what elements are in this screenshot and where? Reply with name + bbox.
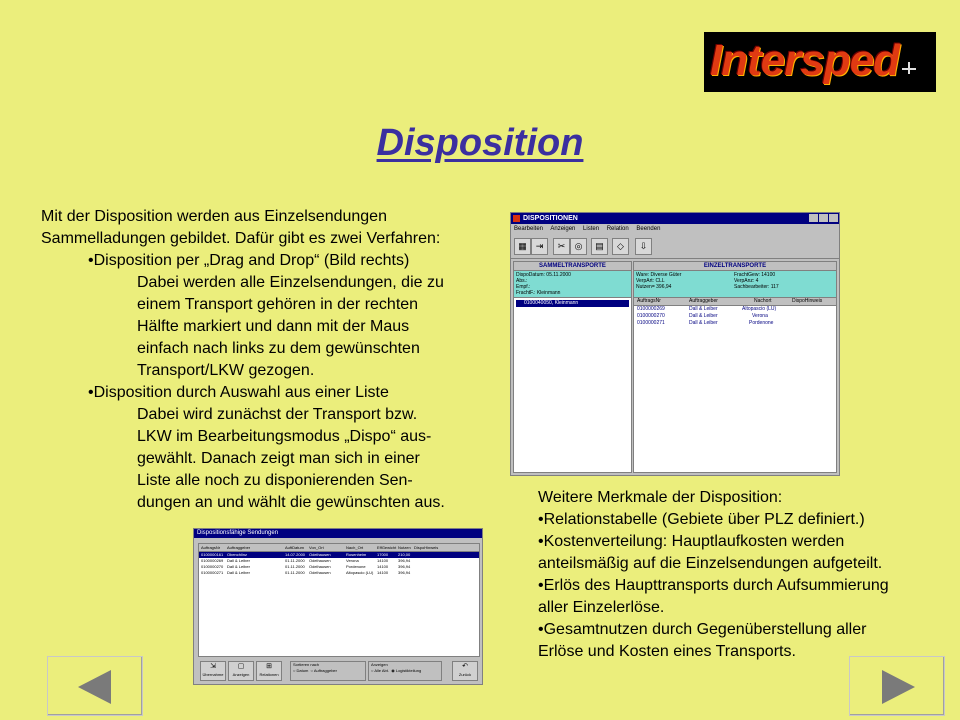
features-text: [538, 487, 958, 663]
column-header: Von_Ort: [309, 545, 324, 550]
cell: 14100: [377, 570, 389, 575]
selected-transport: 0100040050, Kleinmann: [516, 300, 629, 307]
app-icon: [513, 215, 520, 222]
next-slide-button[interactable]: [849, 656, 945, 716]
intersped-logo: [704, 32, 936, 92]
text-line: dungen an und wählt die gewünschten aus.: [137, 494, 445, 511]
cell: 01.11.2000: [285, 570, 305, 575]
info-line: Sachbearbeiter: 117: [734, 284, 779, 290]
text-line: Liste alle noch zu disponierenden Sen-: [137, 472, 413, 489]
info-line: Nutzen= 396,94: [636, 284, 672, 290]
text-line: Dabei wird zunächst der Transport bzw.: [137, 406, 418, 423]
feature-line: anteilsmäßig auf die Einzelsendungen aufgeteilt.: [538, 555, 883, 572]
cell: Dall & Leiber: [689, 313, 718, 319]
radio-option: ○ Auftraggeber: [309, 668, 337, 673]
text-line: einfach nach links zu dem gewünschten: [137, 340, 420, 357]
view-icon: ▢: [237, 663, 245, 670]
column-header: AuftDatum: [285, 545, 304, 550]
radio-option: ○ Datum: [293, 668, 309, 673]
feature-line: Erlöse und Kosten eines Transports.: [538, 643, 796, 660]
cell: Pordenone: [749, 320, 774, 326]
anzeigen-button: [228, 661, 254, 681]
button-label: Anzeigen: [232, 672, 250, 677]
show-group: [368, 661, 442, 681]
triangle-right-icon: [882, 670, 915, 704]
sort-group: [290, 661, 366, 681]
cell: 0100000269: [201, 558, 224, 563]
relations-icon: ⊞: [266, 663, 272, 670]
button-label: Relationen: [259, 672, 279, 677]
cell: Dall & Leiber: [689, 320, 718, 326]
intro-line-1: Mit der Disposition werden aus Einzelsendungen: [41, 208, 387, 225]
cell: Altopascio (LU): [742, 306, 777, 312]
window-controls: [808, 214, 838, 226]
column-header: Auftraggeber: [227, 545, 251, 550]
column-header: EffGewicht: [377, 545, 397, 550]
table-row: [634, 313, 836, 320]
toolbar-binoculars-icon: ◎: [570, 238, 587, 255]
column-header: DispoHinweis: [414, 545, 439, 550]
button-label: Zurück: [458, 672, 472, 677]
intro-line-2: Sammelladungen gebildet. Dafür gibt es zwei Verfahren:: [41, 230, 441, 247]
pane-info: [514, 271, 631, 298]
radio-option: ◉ Logistikteilung: [390, 668, 422, 673]
column-header: AuftragsNr: [201, 545, 221, 550]
back-icon: ↶: [462, 663, 468, 670]
uebernahme-button: [200, 661, 226, 681]
cell: Altopascio (LU): [346, 570, 374, 575]
dialog-footer: [198, 659, 478, 681]
cell: Verona: [346, 558, 359, 563]
cell: Dall & Leiber: [227, 564, 250, 569]
toolbar-eraser-icon: ◇: [612, 238, 629, 255]
toolbar-import-icon: ⇥: [531, 238, 548, 255]
group-label: Anzeigen: [371, 662, 388, 667]
einzeltransporte-pane: [633, 261, 837, 473]
cell: 0100000269: [637, 306, 665, 312]
text-line: einem Transport gehören in der rechten: [137, 296, 419, 313]
shipment-list: [198, 543, 480, 657]
radio-option: ○ Alle Abt.: [371, 668, 389, 673]
column-header: Nachort: [754, 298, 772, 304]
bullet-drag-drop: •Disposition per „Drag and Drop“ (Bild rechts): [88, 252, 410, 269]
info-line: FrachtGew: 14100: [734, 272, 776, 278]
cell: 0100000270: [201, 564, 224, 569]
previous-slide-button[interactable]: [47, 656, 143, 716]
pane-header: EINZELTRANSPORTE: [634, 262, 836, 271]
cell: 210,00: [398, 552, 411, 557]
column-header: Nach_Ort: [346, 545, 364, 550]
cell: 01.11.2000: [285, 558, 305, 563]
toolbar-exit-icon: ⇩: [635, 238, 652, 255]
list-row: [199, 570, 479, 576]
cell: 14100: [377, 564, 389, 569]
cell: 14.07.2000: [285, 552, 306, 557]
cell: Odelhausen: [309, 558, 331, 563]
cell: 0100000271: [637, 320, 665, 326]
window-menubar: Bearbeiten Anzeigen Listen Relation Beenden: [514, 226, 661, 232]
cell: 0100000270: [637, 313, 665, 319]
toolbar-documents-icon: ▤: [591, 238, 608, 255]
cell: Pordenone: [346, 564, 366, 569]
cell: 0100000271: [201, 570, 224, 575]
cell: Dall & Leiber: [227, 570, 250, 575]
group-label: Sortieren nach: [293, 662, 320, 667]
cell: Dall & Leiber: [689, 306, 718, 312]
window-titlebar: [511, 213, 839, 224]
cell: Verona: [752, 313, 768, 319]
info-line: FrachtF.: Kleinmann: [516, 290, 561, 296]
text-line: LKW im Bearbeitungsmodus „Dispo“ aus-: [137, 428, 432, 445]
cell: Odelhausen: [309, 552, 331, 557]
window-toolbar: [511, 234, 839, 259]
info-line: VerpAnz: 4: [734, 278, 759, 284]
dialog-titlebar: Dispositionsfähige Sendungen: [194, 529, 482, 538]
feature-line: aller Einzelerlöse.: [538, 599, 665, 616]
zurueck-button: [452, 661, 478, 681]
features-heading: Weitere Merkmale der Disposition:: [538, 489, 783, 506]
info-line: VerpArt: CLL: [636, 278, 665, 284]
bullet-list-selection: •Disposition durch Auswahl aus einer Liste: [88, 384, 389, 401]
dispositionsfaehige-sendungen-screenshot: [193, 528, 483, 685]
cell: 0100000161: [201, 552, 224, 557]
cell: 396,94: [398, 558, 411, 563]
cell: 14100: [377, 558, 389, 563]
info-line: Abs.:: [516, 278, 528, 284]
table-row: [634, 306, 836, 313]
column-header: AuftragsNr: [637, 298, 661, 304]
table-header: [634, 298, 836, 306]
cell: 17000: [377, 552, 389, 557]
button-label: Übernahme: [202, 672, 224, 677]
toolbar-scissors-icon: ✂: [553, 238, 570, 255]
text-line: Hälfte markiert und dann mit der Maus: [137, 318, 410, 335]
intro-text: [41, 206, 511, 250]
page-title: Disposition: [376, 122, 584, 164]
bullet-drag-drop-text: [137, 272, 507, 382]
table-row: [634, 320, 836, 327]
cell: Odelhausen: [309, 564, 331, 569]
feature-line: •Erlös des Haupttransports durch Aufsummierung: [538, 577, 889, 594]
pane-info: [634, 271, 836, 298]
cell: Rosenheim: [346, 552, 367, 557]
logo-mark-vertical: [908, 62, 910, 74]
relationen-button: [256, 661, 282, 681]
info-col-2: [734, 272, 779, 290]
triangle-left-icon: [78, 670, 111, 704]
info-line: DispoDatum: 05.11.2000: [516, 272, 571, 278]
cell: Obenchlinz: [227, 552, 248, 557]
column-header: Nutzen: [398, 545, 411, 550]
bullet-list-selection-text: [137, 404, 507, 514]
sammeltransporte-pane: [513, 261, 632, 473]
window-title: DISPOSITIONEN: [523, 215, 578, 222]
column-header: Auftraggeber: [689, 298, 718, 304]
cell: Dall & Leiber: [227, 558, 250, 563]
list-header: [199, 544, 479, 552]
info-line: Ware: Diverse Güter: [636, 272, 682, 278]
feature-line: •Relationstabelle (Gebiete über PLZ definiert.): [538, 511, 865, 528]
info-line: Empf.:: [516, 284, 531, 290]
text-line: Dabei werden alle Einzelsendungen, die zu: [137, 274, 444, 291]
pane-header: SAMMELTRANSPORTE: [514, 262, 631, 271]
cell: 396,94: [398, 564, 411, 569]
cell: Odelhausen: [309, 570, 331, 575]
text-line: gewählt. Danach zeigt man sich in einer: [137, 450, 420, 467]
column-header: DispoHinweis: [792, 298, 823, 304]
feature-line: •Kostenverteilung: Hauptlaufkosten werden: [538, 533, 845, 550]
text-line: Transport/LKW gezogen.: [137, 362, 315, 379]
dispositionen-window-screenshot: [510, 212, 840, 476]
cell: 396,94: [398, 570, 411, 575]
logo-text: Intersped: [710, 36, 900, 85]
import-icon: ⇲: [210, 663, 216, 670]
feature-line: •Gesamtnutzen durch Gegenüberstellung aller: [538, 621, 867, 638]
toolbar-grid-icon: ▦: [514, 238, 531, 255]
cell: 01.11.2000: [285, 564, 305, 569]
